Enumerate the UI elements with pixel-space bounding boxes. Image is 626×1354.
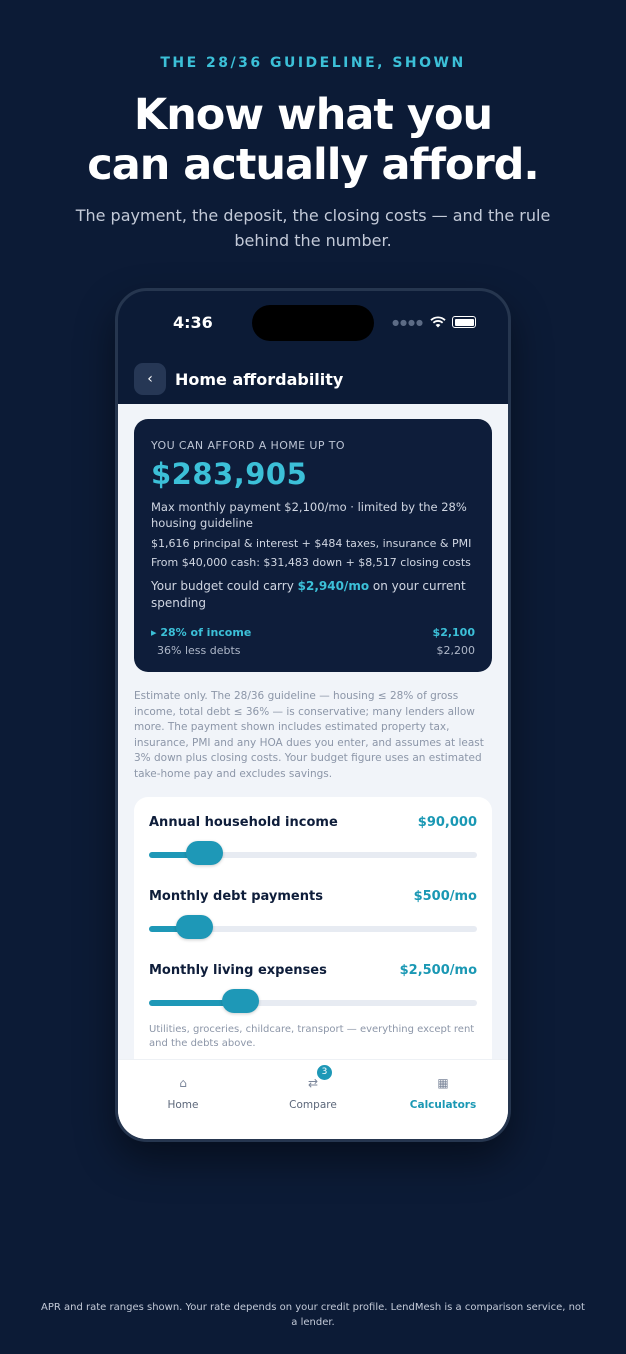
cash-breakdown: From $40,000 cash: $31,483 down + $8,517 closing costs bbox=[151, 556, 471, 569]
guideline-row-debt bbox=[151, 644, 475, 657]
income-value: $90,000 bbox=[417, 815, 477, 830]
screen-content[interactable] bbox=[118, 404, 508, 1139]
income-slider-thumb[interactable] bbox=[186, 841, 223, 865]
guideline-value: $2,200 bbox=[436, 644, 475, 657]
hero-title bbox=[0, 90, 626, 190]
eyebrow: THE 28/36 GUIDELINE, SHOWN bbox=[160, 55, 466, 71]
result-label: YOU CAN AFFORD A HOME UP TO bbox=[151, 439, 345, 452]
guideline-row-housing bbox=[151, 626, 475, 639]
battery-icon bbox=[452, 316, 476, 328]
expenses-hint: Utilities, groceries, childcare, transport — everything except rent and the debts above. bbox=[149, 1024, 475, 1049]
signal-icon: ●●●● bbox=[392, 317, 424, 327]
tab-bar bbox=[118, 1059, 508, 1139]
estimate-disclaimer: Estimate only. The 28/36 guideline — housing ≤ 28% of gross income, total debt ≤ 36% — is conservative; many lenders allow more. The payment shown includes estimated property tax, insurance, PMI and any HOA dues you enter, and assumes at least 3% down plus closing costs. Your budget figure uses an estimated take-home pay and excludes savings. bbox=[134, 690, 484, 780]
expenses-value: $2,500/mo bbox=[399, 963, 477, 978]
inputs-card bbox=[134, 797, 492, 1077]
debt-slider[interactable] bbox=[149, 926, 477, 932]
guideline-label: ▸ 28% of income bbox=[151, 626, 252, 639]
wifi-icon bbox=[430, 316, 446, 328]
debt-label: Monthly debt payments bbox=[149, 889, 323, 904]
hero-title-line-1: Know what you bbox=[133, 90, 493, 140]
budget-suffix: on your current spending bbox=[151, 579, 466, 610]
tab-compare-label: Compare bbox=[289, 1099, 337, 1111]
guideline-value: $2,100 bbox=[432, 626, 475, 639]
expenses-slider[interactable] bbox=[149, 1000, 477, 1006]
tab-calculators-label: Calculators bbox=[409, 1099, 477, 1111]
expenses-label: Monthly living expenses bbox=[149, 963, 327, 978]
debt-slider-group bbox=[149, 889, 477, 932]
tab-home-label: Home bbox=[167, 1099, 199, 1111]
nav-bar bbox=[118, 361, 508, 407]
debt-value: $500/mo bbox=[413, 889, 477, 904]
result-amount: $283,905 bbox=[151, 457, 308, 491]
payment-breakdown: $1,616 principal & interest + $484 taxes, insurance & PMI bbox=[151, 537, 472, 550]
budget-amount: $2,940/mo bbox=[297, 579, 370, 593]
compare-badge: 3 bbox=[317, 1065, 332, 1080]
budget-prefix: Your budget could carry bbox=[151, 579, 298, 593]
compare-icon: ⇄ 3 bbox=[308, 1075, 318, 1091]
expenses-slider-thumb[interactable] bbox=[222, 989, 259, 1013]
calculator-icon: ▦ bbox=[437, 1076, 449, 1090]
guideline-label: 36% less debts bbox=[157, 644, 241, 657]
dynamic-island bbox=[252, 305, 374, 341]
tab-calculators[interactable] bbox=[378, 1072, 508, 1111]
income-slider[interactable] bbox=[149, 852, 477, 858]
status-time: 4:36 bbox=[173, 313, 213, 332]
budget-text bbox=[151, 578, 475, 612]
status-icons bbox=[392, 316, 476, 328]
home-icon: ⌂ bbox=[179, 1076, 187, 1090]
expenses-slider-group bbox=[149, 963, 477, 1006]
phone-frame bbox=[115, 288, 511, 1142]
hero-title-line-2: can actually afford. bbox=[87, 140, 539, 190]
income-label: Annual household income bbox=[149, 815, 338, 830]
result-card bbox=[134, 419, 492, 672]
back-button[interactable]: ‹ bbox=[134, 363, 166, 395]
footer-disclaimer: APR and rate ranges shown. Your rate depends on your credit profile. LendMesh is a comparison service, not a lender. bbox=[41, 1302, 585, 1328]
hero-subtitle: The payment, the deposit, the closing costs — and the rule behind the number. bbox=[75, 206, 551, 250]
max-payment-text: Max monthly payment $2,100/mo · limited by the 28% housing guideline bbox=[151, 500, 467, 530]
page-title: Home affordability bbox=[175, 370, 344, 389]
debt-slider-thumb[interactable] bbox=[176, 915, 213, 939]
tab-home[interactable] bbox=[118, 1072, 248, 1111]
tab-compare[interactable] bbox=[248, 1067, 378, 1111]
income-slider-group bbox=[149, 815, 477, 858]
